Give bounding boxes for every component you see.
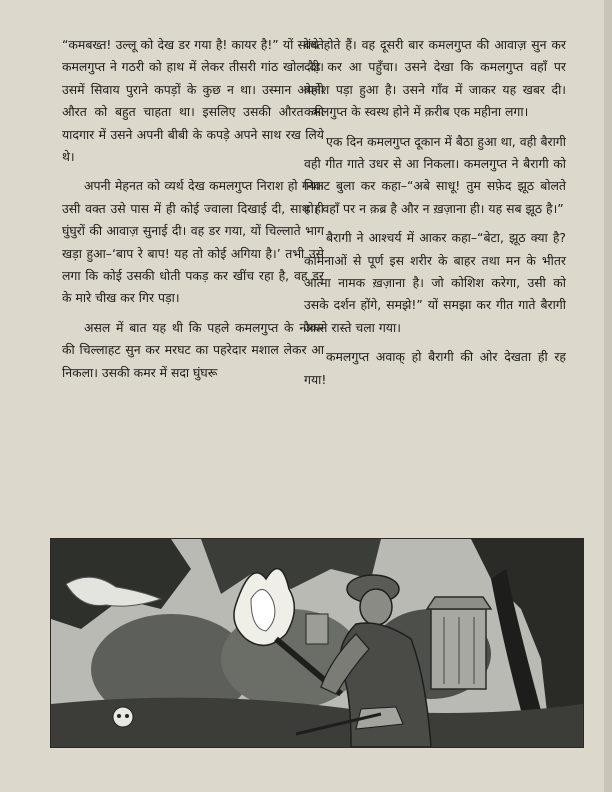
tomb-roof: [427, 597, 491, 609]
illustration-drawing: [51, 539, 583, 747]
watchman-head: [360, 589, 392, 625]
paragraph-right-1: बंधे होते हैं। वह दूसरी बार कमलगुप्त की आवाज़ सुन कर दौड़ कर आ पहुँचा। उसने देखा कि कमलगुप्त वहाँ पर बेहोश पड़ा हुआ है। उसने गाँव में जाकर यह खबर दी। कमलगुप्त के स्वस्थ होने में क़रीब एक महीना लगा।: [304, 37, 566, 120]
graveyard-illustration: [50, 538, 584, 748]
paragraph-left-1: “कमबख्त! उल्लू को देख डर गया है! कायर है!” यों सोचते कमलगुप्त ने गठरी को हाथ में लेकर तीसरी गांठ खोल दी। उसमें सिवाय पुराने कपड़ों के कुछ न था। उस्मान अपनी औरत को बहुत चाहता था। इसलिए उसकी औरत की यादगार में उसने अपनी बीबी के कपड़े अपने साथ रख लिये थे।: [62, 37, 324, 165]
paragraph-right-4: कमलगुप्त अवाक् हो बैरागी की ओर देखता ही रह गया!: [304, 349, 566, 387]
skull-eye-right: [125, 714, 129, 718]
skull: [113, 707, 133, 727]
paragraph-left-3: असल में बात यह थी कि पहले कमलगुप्त के नौकर की चिल्लाहट सुन कर मरघट का पहरेदार मशाल लेकर आ निकला। उसकी कमर में सदा घुंघरू: [62, 319, 324, 380]
right-text-column: [304, 34, 566, 398]
paragraph-right-2: एक दिन कमलगुप्त दूकान में बैठा हुआ था, वही बैरागी वही गीत गाते उधर से आ निकला। कमलगुप्त ने बैरागी को निकट बुला कर कहा–“अबे साधू! तुम सफ़ेद झूठ बोलते हो। वहाँ पर न क़ब्र है और न ख़ज़ाना ही। यह सब झूठ है।”: [304, 133, 566, 216]
paragraph-right-3: बैरागी ने आश्चर्य में आकर कहा–“बेटा, झूठ क्या है? कामनाओं से पूर्ण इस शरीर के बाहर तथा मन के भीतर आत्मा नामक ख़ज़ाना है। जो कोशिश करेगा, उसी को उसके दर्शन होंगे, समझे!” यों समझा कर गीत गाते बैरागी अपने रास्ते चला गया।: [304, 230, 566, 335]
page-edge: [604, 0, 612, 792]
skull-eye-left: [117, 714, 121, 718]
paragraph-left-2: अपनी मेहनत को व्यर्थ देख कमलगुप्त निराश हो गया। उसी वक्त उसे पास में ही कोई ज्वाला दिखाई दी, साथ ही घुंघुरों की आवाज़ सुनाई दी। वह डर गया, यों चिल्लाते भाग खड़ा हुआ–‘बाप रे बाप! यह तो कोई अगिया है।’ तभी उसे लगा कि कोई उसकी धोती पकड़ कर खींच रहा है, वह डर के मारे चीख कर गिर पड़ा।: [62, 178, 324, 306]
left-text-column: [62, 34, 324, 391]
small-shrine: [306, 614, 328, 644]
